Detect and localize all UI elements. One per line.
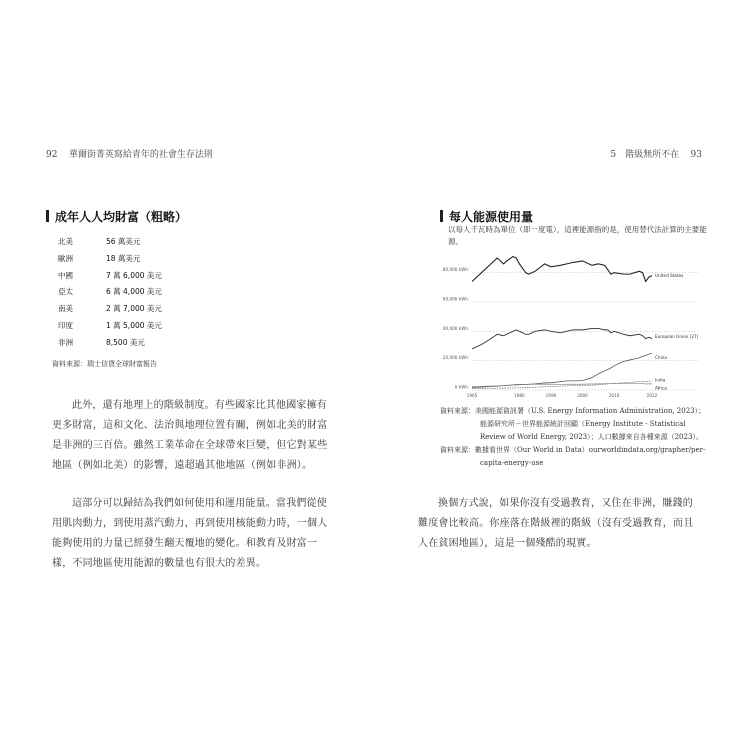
series-label: United States — [655, 273, 684, 279]
wealth-value: 8,500 美元 — [106, 337, 145, 347]
x-tick-label: 2000 — [577, 393, 588, 398]
table-row — [58, 270, 162, 287]
chart-ticks — [443, 267, 658, 398]
energy-source-note — [440, 405, 715, 470]
table-row — [58, 337, 162, 354]
y-tick-label: 80,000 kWh — [442, 267, 468, 273]
y-tick-label: 20,000 kWh — [442, 355, 468, 361]
series-label: China — [655, 354, 667, 360]
energy-source-line: Review of World Energy, 2023）；人口數據來自各種來源（2023）。 — [480, 433, 703, 441]
x-tick-label: 2010 — [608, 393, 620, 398]
wealth-value: 2 萬 7,000 美元 — [106, 304, 162, 314]
left-running-header — [46, 147, 213, 160]
energy-section-title — [440, 208, 533, 225]
series-label: Africa — [655, 385, 667, 391]
y-tick-label: 40,000 kWh — [442, 325, 468, 331]
region-label: 中國 — [58, 270, 73, 280]
chart-series — [472, 257, 652, 389]
energy-line-chart — [440, 250, 710, 400]
left-page-number: 92 — [46, 150, 58, 160]
series-label: European Union (27) — [655, 334, 699, 340]
left-paragraph-1: 此外，還有地理上的階級制度。有些國家比其他國家擁有更多財富，這和文化、法治與地理位置有關，例如北美的財富是非洲的三百倍。雖然工業革命在全球帶來巨變，但它對某些地區（例如北美）的影響，遠超過其他地區（例如非洲）。 — [52, 400, 328, 471]
table-row — [58, 286, 162, 303]
table-row — [58, 253, 162, 270]
right-page-number: 93 — [690, 150, 702, 160]
wealth-table — [58, 236, 162, 354]
x-tick-label: 1965 — [466, 393, 478, 398]
region-label: 北美 — [58, 237, 73, 246]
region-label: 南美 — [58, 304, 73, 314]
y-tick-label: 60,000 kWh — [442, 296, 468, 302]
wealth-value: 56 萬美元 — [106, 237, 141, 246]
region-label: 歐洲 — [58, 253, 73, 263]
wealth-section-title — [46, 208, 187, 225]
left-paragraph-2: 這部分可以歸結為我們如何使用和運用能量。當我們從使用肌肉動力，到使用蒸汽動力，再到使用核能動力時，一個人能夠使用的力量已經發生翻天覆地的變化。和教育及財富一樣，不同地區使用能源的數量也有很大的差異。 — [52, 498, 328, 569]
y-tick-label: 0 kWh — [454, 384, 468, 390]
chart-series-labels — [655, 273, 699, 390]
region-label: 非洲 — [58, 337, 73, 347]
series-label: India — [655, 377, 666, 383]
x-tick-label: 2022 — [646, 393, 658, 398]
region-label: 亞太 — [58, 287, 73, 297]
right-running-header — [610, 147, 702, 160]
wealth-value: 1 萬 5,000 美元 — [106, 320, 162, 330]
table-row — [58, 303, 162, 320]
right-chapter-title: 5 階級無所不在 — [610, 150, 680, 160]
table-row — [58, 320, 162, 337]
energy-source-line: 資料來源：數據看世界（Our World in Data）ourworldindata.org/grapher/per- — [440, 446, 706, 454]
energy-source-line: 能源研究所－世界能源統計回顧（Energy Institute - Statistical — [480, 420, 686, 428]
energy-title-text: 每人能源使用量 — [449, 210, 534, 224]
x-tick-label: 1990 — [545, 393, 557, 398]
right-paragraph: 換個方式說，如果你沒有受過教育，又住在非洲，賺錢的難度會比較高。你座落在階級裡的階級（沒有受過教育，而且人在貧困地區），這是一個殘酷的現實。 — [418, 498, 694, 549]
energy-source-line: capita-energy-use — [480, 459, 544, 467]
wealth-source-note: 資料來源：瑞士信貸全球財富報告 — [52, 360, 157, 368]
region-label: 印度 — [58, 320, 73, 330]
energy-chart-caption: 以每人千瓦時為單位（即一度電），這裡能源指的是，使用替代法計算的主要能源。 — [448, 225, 707, 246]
wealth-title-text: 成年人人均財富（粗略） — [55, 210, 188, 224]
wealth-value: 18 萬美元 — [106, 253, 141, 263]
section-marker-bar — [440, 210, 443, 222]
chart-grid — [472, 273, 700, 390]
wealth-value: 7 萬 6,000 美元 — [106, 270, 162, 280]
left-book-title: 華爾街菁英寫給青年的社會生存法則 — [68, 150, 213, 160]
energy-source-line: 資料來源：美國能源資訊署（U.S. Energy Information Administration, 2023）； — [440, 407, 706, 415]
section-marker-bar — [46, 210, 49, 222]
series-line-united-states — [472, 257, 652, 282]
table-row — [58, 236, 162, 253]
wealth-value: 6 萬 4,000 美元 — [106, 287, 162, 297]
series-line-india — [472, 381, 652, 389]
series-line-china — [472, 353, 652, 387]
x-tick-label: 1980 — [514, 393, 525, 398]
